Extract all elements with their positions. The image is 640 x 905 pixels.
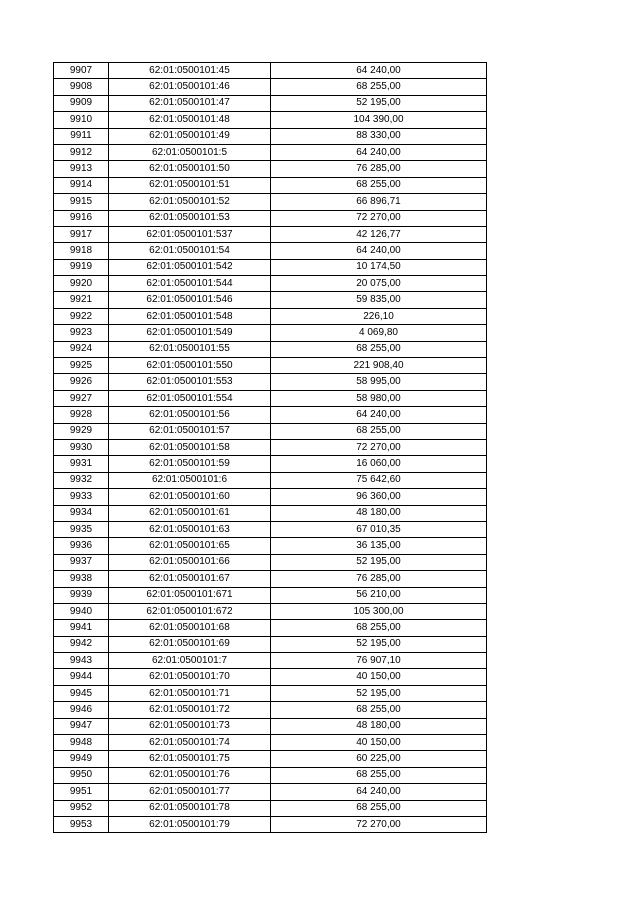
row-number-cell: 9948 (54, 735, 109, 751)
cadastral-number-cell: 62:01:0500101:56 (109, 407, 271, 423)
row-number-cell: 9953 (54, 816, 109, 832)
cadastral-number-cell: 62:01:0500101:46 (109, 79, 271, 95)
row-number-cell: 9945 (54, 685, 109, 701)
value-cell: 58 980,00 (271, 390, 487, 406)
row-number-cell: 9944 (54, 669, 109, 685)
cadastral-number-cell: 62:01:0500101:75 (109, 751, 271, 767)
cadastral-number-cell: 62:01:0500101:546 (109, 292, 271, 308)
table-row (54, 800, 487, 816)
value-cell: 40 150,00 (271, 669, 487, 685)
cadastral-number-cell: 62:01:0500101:554 (109, 390, 271, 406)
table-row (54, 177, 487, 193)
table-row (54, 292, 487, 308)
table-row (54, 735, 487, 751)
row-number-cell: 9917 (54, 226, 109, 242)
cadastral-number-cell: 62:01:0500101:50 (109, 161, 271, 177)
row-number-cell: 9940 (54, 603, 109, 619)
value-cell: 48 180,00 (271, 505, 487, 521)
table-row (54, 325, 487, 341)
cadastral-number-cell: 62:01:0500101:69 (109, 636, 271, 652)
value-cell: 10 174,50 (271, 259, 487, 275)
table-row (54, 374, 487, 390)
table-row (54, 243, 487, 259)
cadastral-number-cell: 62:01:0500101:48 (109, 112, 271, 128)
table-row (54, 620, 487, 636)
value-cell: 20 075,00 (271, 276, 487, 292)
value-cell: 67 010,35 (271, 521, 487, 537)
value-cell: 105 300,00 (271, 603, 487, 619)
row-number-cell: 9916 (54, 210, 109, 226)
cadastral-number-cell: 62:01:0500101:54 (109, 243, 271, 259)
value-cell: 68 255,00 (271, 702, 487, 718)
table-row (54, 784, 487, 800)
value-cell: 72 270,00 (271, 816, 487, 832)
table-row (54, 489, 487, 505)
row-number-cell: 9912 (54, 144, 109, 160)
cadastral-number-cell: 62:01:0500101:53 (109, 210, 271, 226)
value-cell: 52 195,00 (271, 95, 487, 111)
row-number-cell: 9943 (54, 653, 109, 669)
cadastral-number-cell: 62:01:0500101:60 (109, 489, 271, 505)
table-row (54, 718, 487, 734)
value-cell: 52 195,00 (271, 554, 487, 570)
row-number-cell: 9918 (54, 243, 109, 259)
cadastral-number-cell: 62:01:0500101:7 (109, 653, 271, 669)
row-number-cell: 9921 (54, 292, 109, 308)
cadastral-number-cell: 62:01:0500101:544 (109, 276, 271, 292)
table-row (54, 603, 487, 619)
cadastral-number-cell: 62:01:0500101:68 (109, 620, 271, 636)
row-number-cell: 9947 (54, 718, 109, 734)
row-number-cell: 9929 (54, 423, 109, 439)
cadastral-number-cell: 62:01:0500101:553 (109, 374, 271, 390)
row-number-cell: 9907 (54, 63, 109, 79)
table-row (54, 767, 487, 783)
value-cell: 221 908,40 (271, 358, 487, 374)
row-number-cell: 9927 (54, 390, 109, 406)
table-row (54, 341, 487, 357)
value-cell: 68 255,00 (271, 423, 487, 439)
cadastral-number-cell: 62:01:0500101:66 (109, 554, 271, 570)
cadastral-number-cell: 62:01:0500101:49 (109, 128, 271, 144)
cadastral-number-cell: 62:01:0500101:61 (109, 505, 271, 521)
cadastral-number-cell: 62:01:0500101:78 (109, 800, 271, 816)
cadastral-number-cell: 62:01:0500101:6 (109, 472, 271, 488)
value-cell: 64 240,00 (271, 63, 487, 79)
cadastral-number-cell: 62:01:0500101:537 (109, 226, 271, 242)
row-number-cell: 9928 (54, 407, 109, 423)
row-number-cell: 9915 (54, 194, 109, 210)
cadastral-value-table (53, 62, 487, 833)
cadastral-number-cell: 62:01:0500101:73 (109, 718, 271, 734)
cadastral-number-cell: 62:01:0500101:671 (109, 587, 271, 603)
table-row (54, 276, 487, 292)
cadastral-number-cell: 62:01:0500101:672 (109, 603, 271, 619)
value-cell: 52 195,00 (271, 685, 487, 701)
cadastral-number-cell: 62:01:0500101:51 (109, 177, 271, 193)
value-cell: 59 835,00 (271, 292, 487, 308)
value-cell: 64 240,00 (271, 144, 487, 160)
cadastral-number-cell: 62:01:0500101:71 (109, 685, 271, 701)
cadastral-number-cell: 62:01:0500101:542 (109, 259, 271, 275)
row-number-cell: 9930 (54, 439, 109, 455)
row-number-cell: 9925 (54, 358, 109, 374)
value-cell: 58 995,00 (271, 374, 487, 390)
table-row (54, 571, 487, 587)
table-row (54, 587, 487, 603)
row-number-cell: 9952 (54, 800, 109, 816)
row-number-cell: 9919 (54, 259, 109, 275)
table-row (54, 669, 487, 685)
cadastral-number-cell: 62:01:0500101:549 (109, 325, 271, 341)
table-row (54, 407, 487, 423)
value-cell: 88 330,00 (271, 128, 487, 144)
row-number-cell: 9949 (54, 751, 109, 767)
cadastral-number-cell: 62:01:0500101:55 (109, 341, 271, 357)
row-number-cell: 9926 (54, 374, 109, 390)
cadastral-number-cell: 62:01:0500101:550 (109, 358, 271, 374)
table-row (54, 308, 487, 324)
table-row (54, 653, 487, 669)
row-number-cell: 9951 (54, 784, 109, 800)
table-row (54, 210, 487, 226)
value-cell: 68 255,00 (271, 341, 487, 357)
value-cell: 48 180,00 (271, 718, 487, 734)
table-row (54, 472, 487, 488)
row-number-cell: 9920 (54, 276, 109, 292)
table-body (54, 63, 487, 833)
value-cell: 4 069,80 (271, 325, 487, 341)
value-cell: 64 240,00 (271, 407, 487, 423)
table-row (54, 685, 487, 701)
row-number-cell: 9935 (54, 521, 109, 537)
cadastral-number-cell: 62:01:0500101:76 (109, 767, 271, 783)
cadastral-number-cell: 62:01:0500101:74 (109, 735, 271, 751)
cadastral-number-cell: 62:01:0500101:47 (109, 95, 271, 111)
table-row (54, 226, 487, 242)
value-cell: 68 255,00 (271, 800, 487, 816)
table-row (54, 112, 487, 128)
cadastral-number-cell: 62:01:0500101:79 (109, 816, 271, 832)
value-cell: 76 285,00 (271, 161, 487, 177)
value-cell: 56 210,00 (271, 587, 487, 603)
value-cell: 96 360,00 (271, 489, 487, 505)
cadastral-number-cell: 62:01:0500101:63 (109, 521, 271, 537)
value-cell: 66 896,71 (271, 194, 487, 210)
cadastral-number-cell: 62:01:0500101:548 (109, 308, 271, 324)
value-cell: 64 240,00 (271, 243, 487, 259)
table-row (54, 161, 487, 177)
table-row (54, 439, 487, 455)
table-row (54, 456, 487, 472)
cadastral-number-cell: 62:01:0500101:65 (109, 538, 271, 554)
value-cell: 72 270,00 (271, 439, 487, 455)
table-row (54, 538, 487, 554)
value-cell: 68 255,00 (271, 79, 487, 95)
table-row (54, 505, 487, 521)
row-number-cell: 9946 (54, 702, 109, 718)
cadastral-number-cell: 62:01:0500101:67 (109, 571, 271, 587)
table-row (54, 751, 487, 767)
table-row (54, 95, 487, 111)
value-cell: 68 255,00 (271, 767, 487, 783)
table-row (54, 521, 487, 537)
row-number-cell: 9924 (54, 341, 109, 357)
cadastral-number-cell: 62:01:0500101:52 (109, 194, 271, 210)
table-row (54, 423, 487, 439)
row-number-cell: 9937 (54, 554, 109, 570)
value-cell: 64 240,00 (271, 784, 487, 800)
value-cell: 72 270,00 (271, 210, 487, 226)
table-row (54, 816, 487, 832)
table-row (54, 128, 487, 144)
row-number-cell: 9922 (54, 308, 109, 324)
row-number-cell: 9950 (54, 767, 109, 783)
value-cell: 52 195,00 (271, 636, 487, 652)
row-number-cell: 9923 (54, 325, 109, 341)
table-row (54, 79, 487, 95)
row-number-cell: 9934 (54, 505, 109, 521)
value-cell: 40 150,00 (271, 735, 487, 751)
table-row (54, 636, 487, 652)
row-number-cell: 9909 (54, 95, 109, 111)
value-cell: 36 135,00 (271, 538, 487, 554)
row-number-cell: 9941 (54, 620, 109, 636)
value-cell: 104 390,00 (271, 112, 487, 128)
value-cell: 68 255,00 (271, 177, 487, 193)
cadastral-number-cell: 62:01:0500101:70 (109, 669, 271, 685)
value-cell: 76 907,10 (271, 653, 487, 669)
row-number-cell: 9914 (54, 177, 109, 193)
row-number-cell: 9933 (54, 489, 109, 505)
row-number-cell: 9932 (54, 472, 109, 488)
row-number-cell: 9936 (54, 538, 109, 554)
cadastral-number-cell: 62:01:0500101:58 (109, 439, 271, 455)
cadastral-number-cell: 62:01:0500101:57 (109, 423, 271, 439)
table-row (54, 144, 487, 160)
row-number-cell: 9939 (54, 587, 109, 603)
table-row (54, 194, 487, 210)
value-cell: 60 225,00 (271, 751, 487, 767)
table-row (54, 390, 487, 406)
value-cell: 76 285,00 (271, 571, 487, 587)
cadastral-number-cell: 62:01:0500101:5 (109, 144, 271, 160)
value-cell: 42 126,77 (271, 226, 487, 242)
cadastral-number-cell: 62:01:0500101:77 (109, 784, 271, 800)
row-number-cell: 9913 (54, 161, 109, 177)
cadastral-number-cell: 62:01:0500101:72 (109, 702, 271, 718)
row-number-cell: 9908 (54, 79, 109, 95)
value-cell: 226,10 (271, 308, 487, 324)
row-number-cell: 9931 (54, 456, 109, 472)
table-row (54, 63, 487, 79)
cadastral-number-cell: 62:01:0500101:59 (109, 456, 271, 472)
table-row (54, 702, 487, 718)
value-cell: 75 642,60 (271, 472, 487, 488)
cadastral-number-cell: 62:01:0500101:45 (109, 63, 271, 79)
value-cell: 16 060,00 (271, 456, 487, 472)
value-cell: 68 255,00 (271, 620, 487, 636)
table-row (54, 358, 487, 374)
row-number-cell: 9911 (54, 128, 109, 144)
table-row (54, 554, 487, 570)
table-row (54, 259, 487, 275)
row-number-cell: 9942 (54, 636, 109, 652)
row-number-cell: 9910 (54, 112, 109, 128)
row-number-cell: 9938 (54, 571, 109, 587)
